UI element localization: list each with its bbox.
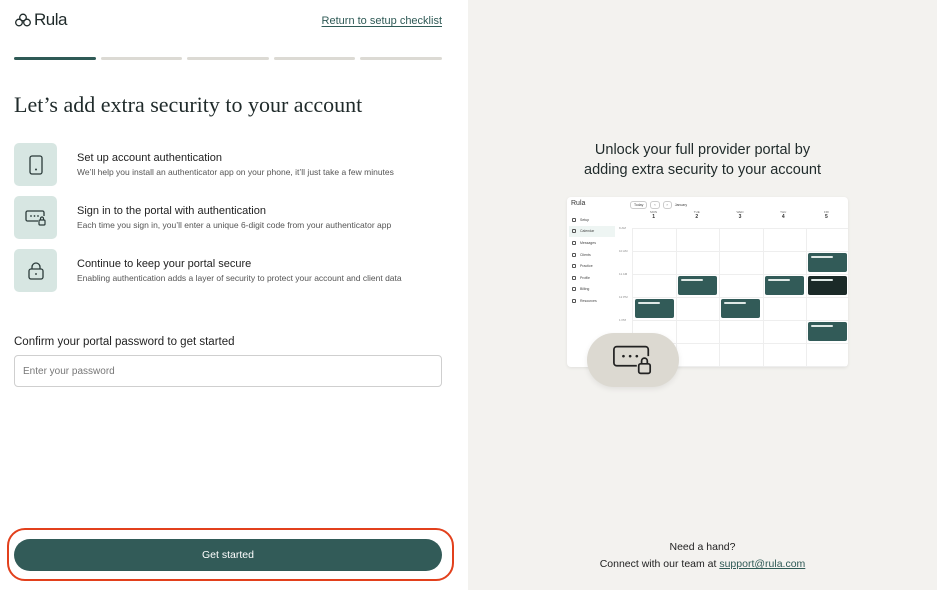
page-title: Let’s add extra security to your account	[14, 92, 363, 117]
feature-item	[14, 249, 402, 292]
progress-step	[14, 57, 96, 60]
promo-title-line: Unlock your full provider portal by	[594, 142, 811, 158]
preview-nav-item	[569, 295, 615, 307]
help-text	[468, 558, 937, 570]
right-panel	[468, 0, 937, 590]
preview-prev: ‹	[650, 201, 659, 209]
feature-desc: Each time you sign in, you’ll enter a unique 6-digit code from your authenticator app	[77, 220, 392, 230]
day-number: 2	[695, 214, 699, 220]
nav-label: Setup	[580, 217, 590, 222]
preview-toolbar	[630, 201, 687, 209]
feature-item	[14, 196, 391, 239]
preview-nav-item	[569, 237, 615, 249]
help-text-label: Connect with our team at	[599, 558, 720, 570]
grid-line	[633, 251, 848, 252]
preview-month: January	[674, 203, 688, 207]
preview-day	[632, 210, 675, 220]
time-label: 10 AM	[619, 249, 628, 253]
day-number: 4	[781, 214, 785, 220]
preview-nav	[567, 214, 617, 307]
nav-label: Resources	[580, 298, 597, 303]
time-label: 12 PM	[619, 295, 628, 299]
preview-nav-item	[569, 249, 615, 261]
nav-icon	[572, 299, 576, 303]
progress-steps	[14, 57, 442, 60]
day-name: WED	[736, 210, 744, 214]
return-to-checklist-link[interactable]: Return to setup checklist	[321, 15, 442, 27]
day-number: 1	[652, 214, 655, 220]
feature-desc: Enabling authentication adds a layer of security to protect your account and client data	[77, 273, 402, 283]
preview-next: ›	[663, 201, 672, 209]
time-label: 9 AM	[619, 226, 626, 230]
progress-step	[187, 57, 269, 60]
feature-item	[14, 143, 394, 186]
calendar-event	[678, 276, 717, 295]
preview-today: Today	[630, 201, 647, 209]
nav-label: Profile	[580, 275, 590, 280]
day-number: 5	[825, 214, 828, 220]
grid-line	[633, 320, 848, 321]
nav-icon	[572, 287, 576, 291]
get-started-button[interactable]: Get started	[14, 539, 442, 571]
day-number: 3	[738, 214, 742, 220]
password-label: Confirm your portal password to get started	[14, 336, 235, 348]
progress-step	[101, 57, 183, 60]
nav-label: Practice	[580, 264, 593, 269]
feature-title: Sign in to the portal with authentication	[77, 205, 266, 217]
feature-title: Set up account authentication	[77, 152, 222, 164]
nav-icon	[572, 241, 576, 245]
preview-nav-item	[569, 272, 615, 284]
preview-day	[805, 210, 848, 220]
time-label: 1 PM	[619, 318, 627, 322]
nav-label: Messages	[580, 240, 596, 245]
password-lock-icon	[612, 343, 654, 377]
preview-day	[762, 210, 805, 220]
grid-line	[633, 297, 848, 298]
grid-line	[633, 228, 848, 229]
calendar-event	[808, 322, 847, 341]
nav-label: Clients	[580, 252, 591, 257]
help-title: Need a hand?	[669, 541, 736, 553]
preview-nav-item	[569, 284, 615, 296]
preview-nav-item	[569, 214, 615, 226]
left-panel	[0, 0, 468, 590]
preview-day	[675, 210, 718, 220]
day-name: THU	[780, 210, 787, 214]
promo-title	[468, 140, 937, 180]
preview-day	[718, 210, 761, 220]
preview-logo: Rula	[571, 200, 586, 207]
day-name: MON	[650, 210, 658, 214]
nav-icon	[572, 229, 576, 233]
calendar-event	[808, 253, 847, 272]
grid-line	[633, 274, 848, 275]
nav-label: Calendar	[580, 229, 595, 234]
day-name: TUE	[693, 210, 700, 214]
feature-title: Continue to keep your portal secure	[77, 258, 252, 270]
password-input[interactable]	[14, 355, 442, 387]
phone-icon	[14, 143, 57, 186]
grid-line	[676, 228, 677, 367]
calendar-event	[765, 276, 804, 295]
calendar-event	[635, 299, 674, 318]
time-label: 11 AM	[619, 272, 628, 276]
nav-icon	[572, 253, 576, 257]
feature-desc: We’ll help you install an authenticator app on your phone, it’ll just take a few minutes	[77, 167, 394, 177]
progress-step	[274, 57, 356, 60]
rula-logo	[14, 10, 67, 30]
day-name: FRI	[823, 210, 829, 214]
nav-icon	[572, 218, 576, 222]
promo-title-line: adding extra security to your account	[584, 162, 821, 178]
nav-icon	[572, 276, 576, 280]
password-lock-icon	[14, 196, 57, 239]
grid-line	[763, 228, 764, 367]
logo-text: Rula	[34, 10, 67, 29]
lock-icon	[14, 249, 57, 292]
calendar-event	[808, 276, 847, 295]
preview-nav-item	[569, 260, 615, 272]
support-email-link[interactable]: support@rula.com	[719, 558, 806, 570]
progress-step	[360, 57, 442, 60]
nav-label: Billing	[580, 287, 590, 292]
grid-line	[719, 228, 720, 367]
preview-days	[632, 210, 848, 220]
calendar-event	[721, 299, 760, 318]
rula-logo-icon	[14, 13, 32, 27]
preview-nav-item	[569, 226, 615, 238]
nav-icon	[572, 264, 576, 268]
password-lock-badge	[587, 333, 679, 387]
grid-line	[806, 228, 807, 367]
